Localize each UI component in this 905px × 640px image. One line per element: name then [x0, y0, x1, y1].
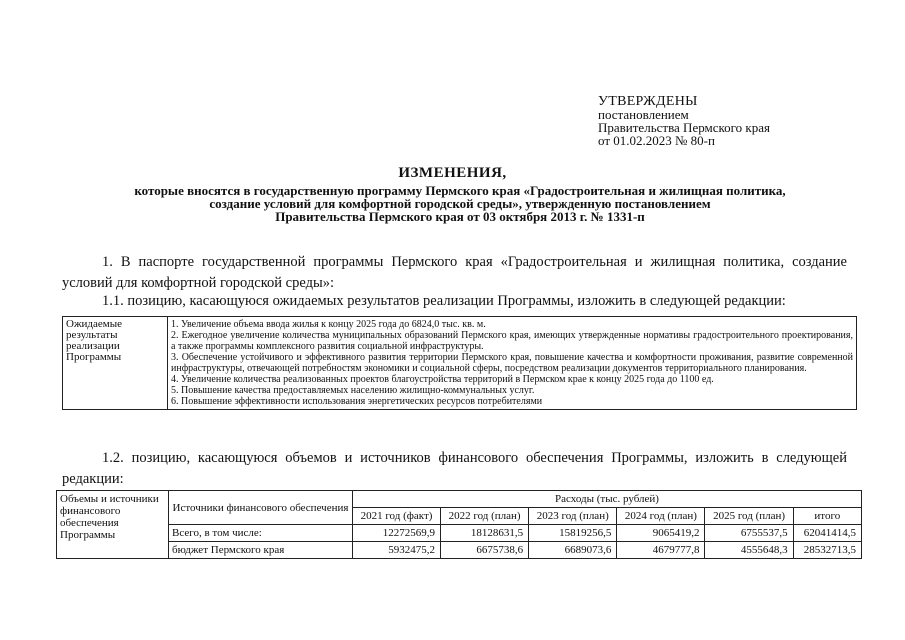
cell-value: 5932475,2 [353, 542, 441, 559]
result-item: 5. Повышение качества предоставляемых населению жилищно-коммунальных услуг. [171, 385, 535, 396]
sources-header: Источники финансового обеспечения [169, 491, 353, 525]
row-source: бюджет Пермского края [169, 542, 353, 559]
results-table [62, 316, 857, 410]
expenses-header: Расходы (тыс. рублей) [353, 491, 862, 508]
cell-value: 15819256,5 [529, 525, 617, 542]
column-header: итого [793, 508, 861, 525]
cell-value: 9065419,2 [617, 525, 705, 542]
finance-table [56, 490, 862, 559]
approval-line-1: постановлением [598, 107, 689, 122]
column-header: 2025 год (план) [705, 508, 793, 525]
column-header: 2022 год (план) [441, 508, 529, 525]
approval-line-2: Правительства Пермского края [598, 120, 770, 135]
finance-label: Объемы и источники финансового обеспечения Программы [57, 491, 169, 559]
subtitle-line-1: которые вносятся в государственную программу Пермского края «Градостроительная и жилищная политика, [134, 183, 786, 198]
table-row [57, 525, 862, 542]
approval-line-3: от 01.02.2023 № 80-п [598, 133, 715, 148]
table-row [57, 542, 862, 559]
column-header: 2024 год (план) [617, 508, 705, 525]
cell-value: 28532713,5 [793, 542, 861, 559]
row-source: Всего, в том числе: [169, 525, 353, 542]
result-item: 1. Увеличение объема ввода жилья к концу 2025 года до 6824,0 тыс. кв. м. [171, 319, 486, 330]
result-item: 3. Обеспечение устойчивого и эффективного развития территории Пермского края, повышение качества и комфортности проживания, развитие современной инфраструктуры, отвечающей потребностям экономики и социальной сферы, посредством реализации документов территориального планирования. [171, 352, 853, 374]
column-header: 2021 год (факт) [353, 508, 441, 525]
subtitle-line-3: Правительства Пермского края от 03 октября 2013 г. № 1331-п [275, 209, 645, 224]
cell-value: 6755537,5 [705, 525, 793, 542]
cell-value: 6689073,6 [529, 542, 617, 559]
result-item: 6. Повышение эффективности использования энергетических ресурсов потребителями [171, 396, 543, 407]
cell-value: 62041414,5 [793, 525, 861, 542]
cell-value: 4555648,3 [705, 542, 793, 559]
result-item: 2. Ежегодное увеличение количества муниципальных образований Пермского края, имеющих утвержденные нормативы градостроительного проектирования, а также программы комплексного развития социальной инфраструктуры. [171, 330, 853, 352]
result-item: 4. Увеличение количества реализованных проектов благоустройства территорий в Пермском крае к концу 2025 года до 1100 ед. [171, 374, 714, 385]
paragraph-1-2: 1.2. позицию, касающуюся объемов и источников финансового обеспечения Программы, изложить в следующей редакции: [62, 450, 847, 487]
results-items [168, 317, 857, 410]
document-subtitle [40, 184, 880, 223]
cell-value: 18128631,5 [441, 525, 529, 542]
cell-value: 6675738,6 [441, 542, 529, 559]
paragraph-1-1: 1.1. позицию, касающуюся ожидаемых результатов реализации Программы, изложить в следующей редакции: [102, 293, 786, 309]
column-header: 2023 год (план) [529, 508, 617, 525]
approval-heading: УТВЕРЖДЕНЫ [598, 94, 698, 109]
document-title: ИЗМЕНЕНИЯ, [398, 165, 507, 181]
subtitle-line-2: создание условий для комфортной городской среды», утвержденную постановлением [209, 196, 711, 211]
results-label: Ожидаемые результаты реализации Программы [63, 317, 168, 410]
cell-value: 12272569,9 [353, 525, 441, 542]
paragraph-1: 1. В паспорте государственной программы Пермского края «Градостроительная и жилищная политика, создание условий для комфортной городской среды»: [62, 254, 847, 291]
cell-value: 4679777,8 [617, 542, 705, 559]
approval-stamp [598, 95, 770, 147]
